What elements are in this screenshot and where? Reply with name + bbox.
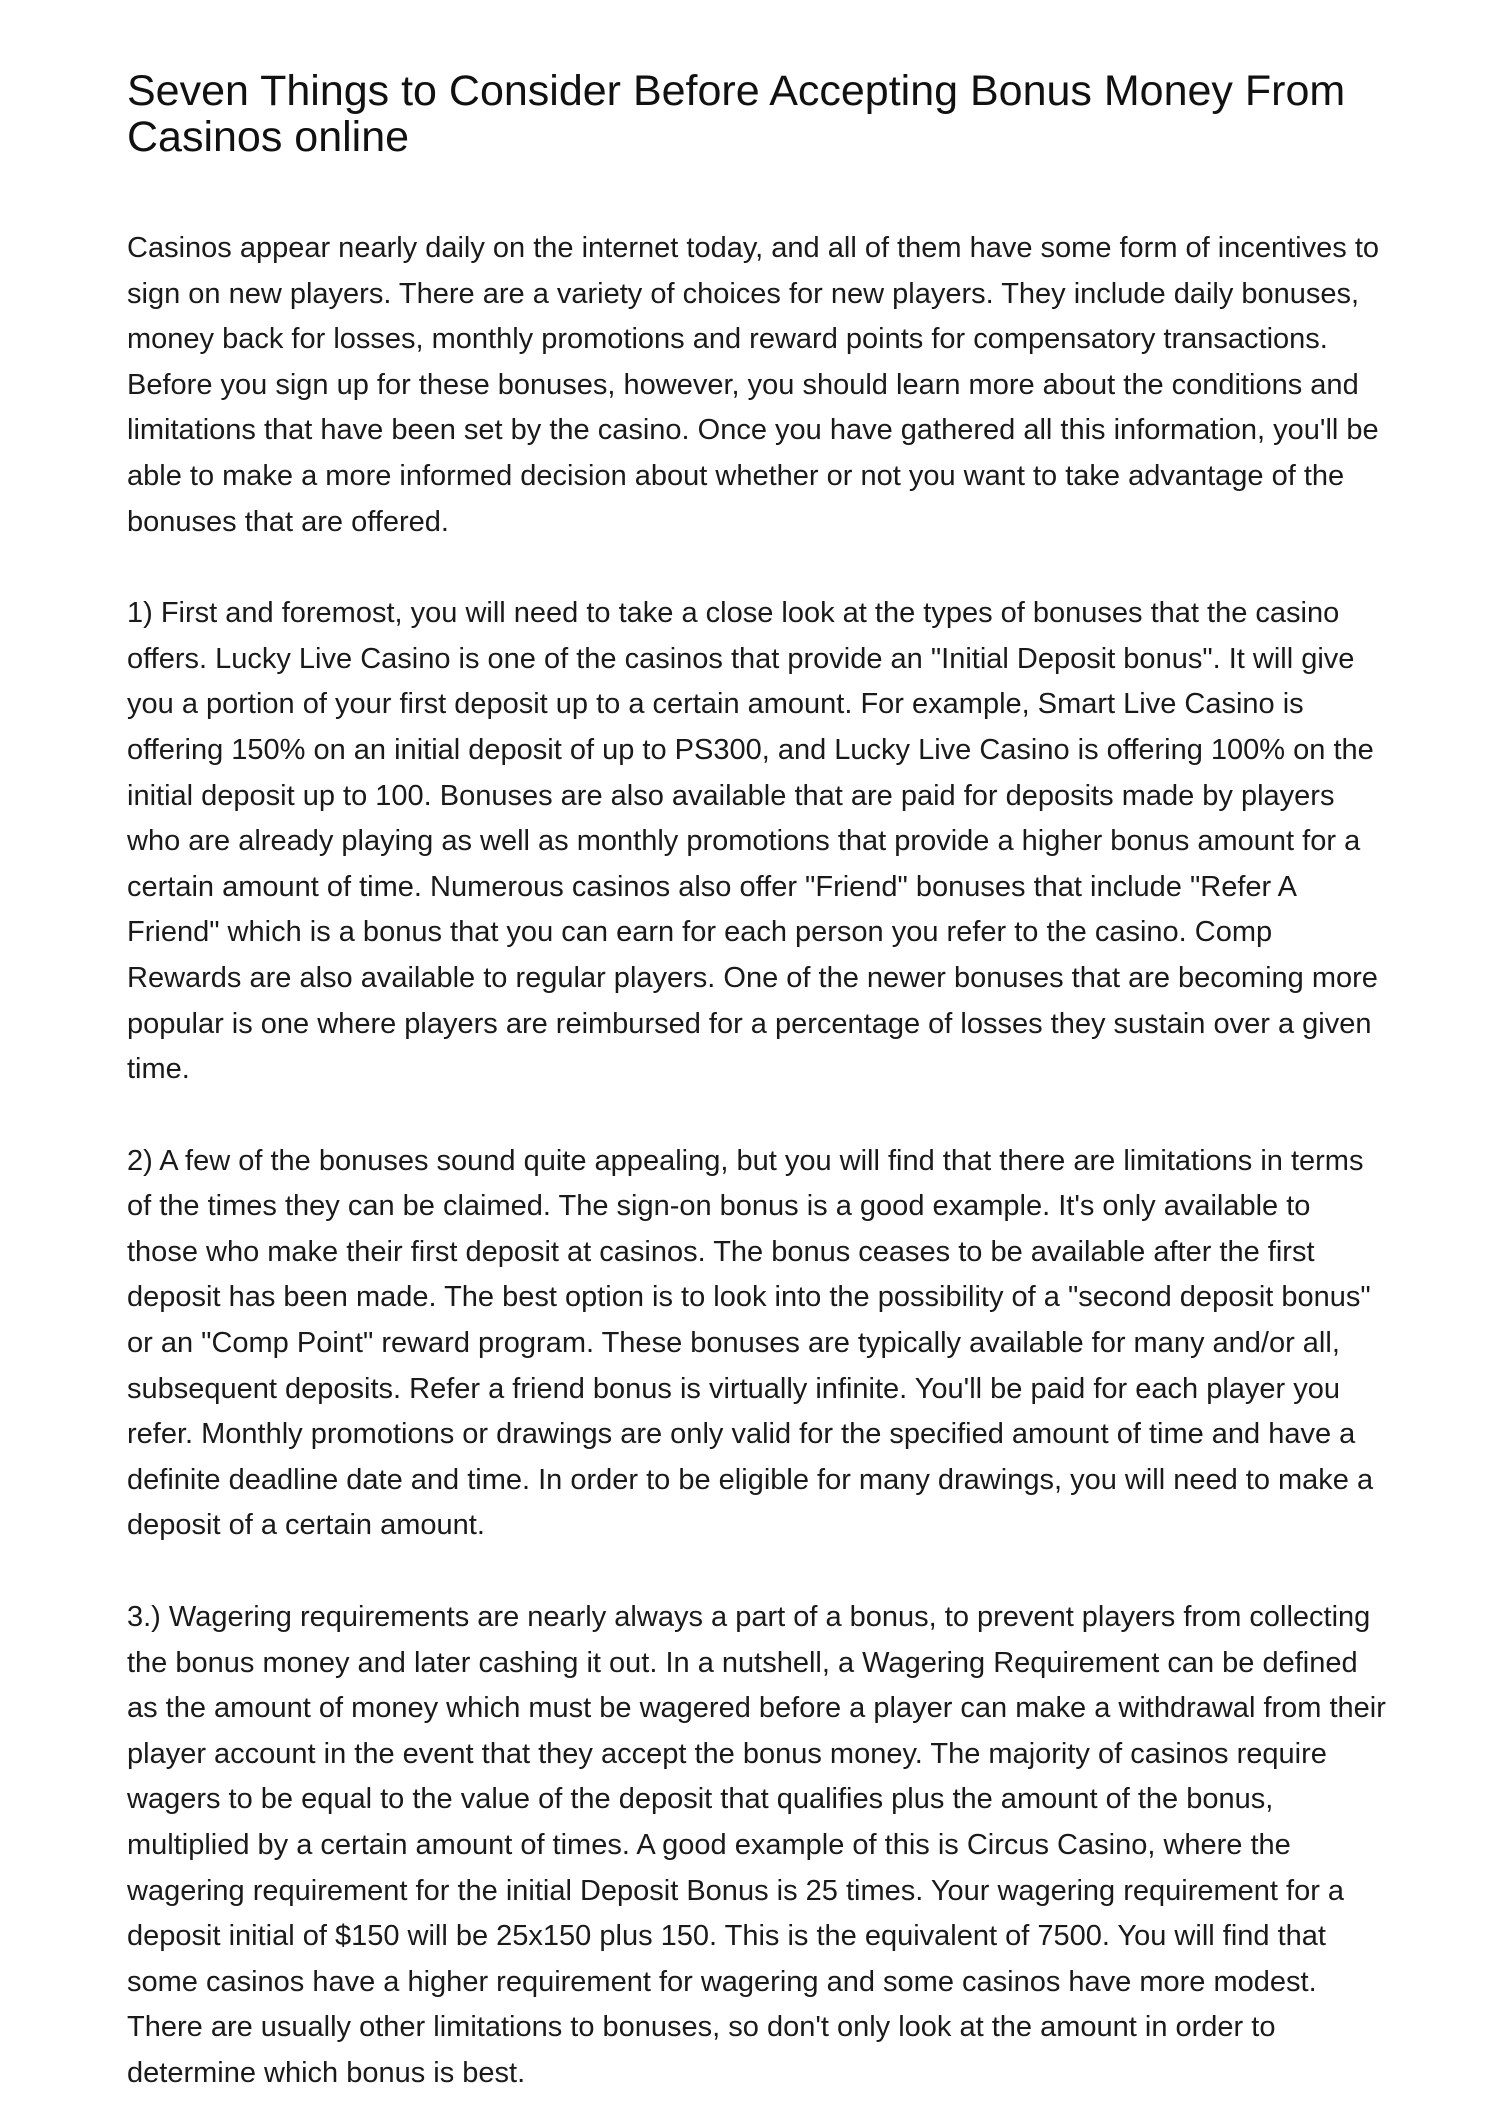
document-title: Seven Things to Consider Before Accepting Bonus Money From Casinos online <box>127 67 1346 161</box>
paragraph-point-1: 1) First and foremost, you will need to take a close look at the types of bonuses that the casino offers. Lucky Live Casino is one of the casinos that provide an "Initial Deposit bonus". It will give you a portion of your first deposit up to a certain amount. For example, Smart Live Casino is offering 150% on an initial deposit of up to PS300, and Lucky Live Casino is offering 100% on the initial deposit up to 100. Bonuses are also available that are paid for deposits made by players who are already playing as well as monthly promotions that provide a higher bonus amount for a certain amount of time. Numerous casinos also offer "Friend" bonuses that include "Refer A Friend" which is a bonus that you can earn for each person you refer to the casino. Comp Rewards are also available to regular players. One of the newer bonuses that are becoming more popular is one where players are reimbursed for a percentage of losses they sustain over a given time. <box>127 597 1378 1086</box>
paragraph-point-3: 3.) Wagering requirements are nearly always a part of a bonus, to prevent players from collecting the bonus money and later cashing it out. In a nutshell, a Wagering Requirement can be defined as the amount of money which must be wagered before a player can make a withdrawal from their player account in the event that they accept the bonus money. The majority of casinos require wagers to be equal to the value of the deposit that qualifies plus the amount of the bonus, multiplied by a certain amount of times. A good example of this is Circus Casino, where the wagering requirement for the initial Deposit Bonus is 25 times. Your wagering requirement for a deposit initial of $150 will be 25x150 plus 150. This is the equivalent of 7500. You will find that some casinos have a higher requirement for wagering and some casinos have more modest. There are usually other limitations to bonuses, so don't only look at the amount in order to determine which bonus is best. <box>127 1601 1386 2089</box>
paragraph-point-2: 2) A few of the bonuses sound quite appealing, but you will find that there are limitations in terms of the times they can be claimed. The sign-on bonus is a good example. It's only available to those who make their first deposit at casinos. The bonus ceases to be available after the first deposit has been made. The best option is to look into the possibility of a "second deposit bonus" or an "Comp Point" reward program. These bonuses are typically available for many and/or all, subsequent deposits. Refer a friend bonus is virtually infinite. You'll be paid for each player you refer. Monthly promotions or drawings are only valid for the specified amount of time and have a definite deadline date and time. In order to be eligible for many drawings, you will need to make a deposit of a certain amount. <box>127 1144 1374 1542</box>
document-body <box>127 226 1387 2097</box>
document-content <box>127 68 1387 2097</box>
paragraph-intro: Casinos appear nearly daily on the internet today, and all of them have some form of incentives to sign on new players. There are a variety of choices for new players. They include daily bonuses, money back for losses, monthly promotions and reward points for compensatory transactions. Before you sign up for these bonuses, however, you should learn more about the conditions and limitations that have been set by the casino. Once you have gathered all this information, you'll be able to make a more informed decision about whether or not you want to take advantage of the bonuses that are offered. <box>127 232 1379 538</box>
